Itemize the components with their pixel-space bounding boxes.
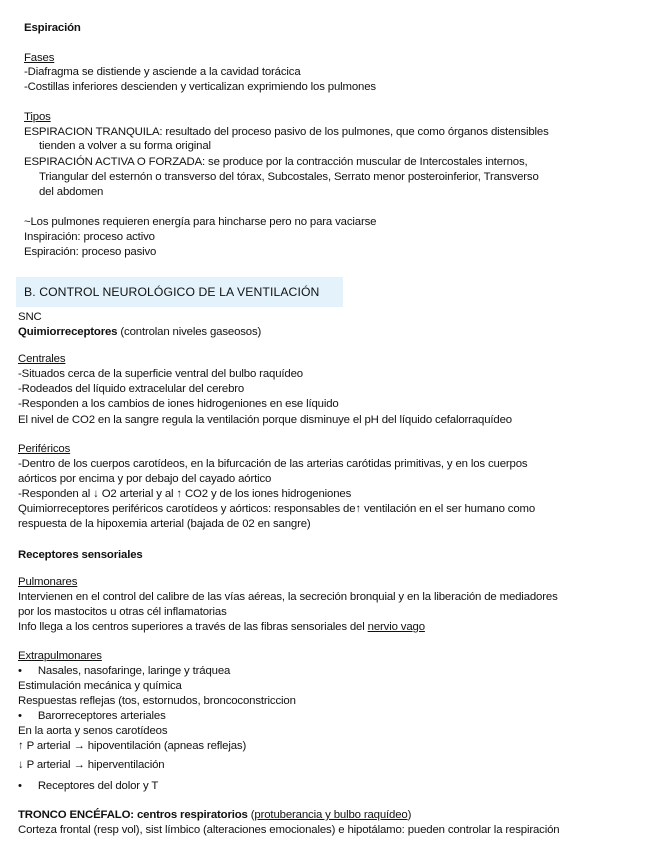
- pulmonares-line-2: por los mastocitos u otras cél inflamatorias: [18, 606, 227, 618]
- pulmonares-heading: Pulmonares: [18, 576, 78, 588]
- quimiorreceptores-rest: (controlan niveles gaseosos): [117, 326, 262, 338]
- arrow-down-icon: ↓: [18, 759, 24, 771]
- responden-line: [18, 487, 351, 501]
- quimiorreceptores-bold: Quimiorreceptores: [18, 326, 118, 338]
- centrales-line-3: -Responden a los cambios de iones hidrogeniones en ese líquido: [18, 398, 339, 410]
- extra-bullet-item-1: [18, 664, 230, 678]
- bullet-icon: •: [18, 710, 22, 722]
- snc-label: SNC: [18, 311, 42, 323]
- pa-up-line: [18, 739, 246, 753]
- pa-down-line: [18, 758, 164, 772]
- bullet-icon: •: [18, 780, 22, 792]
- arrow-up-icon: ↑: [18, 740, 24, 752]
- arrow-up-icon: ↑: [355, 503, 361, 515]
- tronco-line: [18, 808, 411, 822]
- arrow-down-icon: ↓: [93, 488, 99, 500]
- centrales-line-1: -Situados cerca de la superficie ventral del bulbo raquídeo: [18, 368, 303, 380]
- pa-up-text: P arterial → hipoventilación (apneas reflejas): [26, 740, 247, 752]
- tipos-line-1: ESPIRACION TRANQUILA: resultado del proceso pasivo de los pulmones, que como órganos distensibles: [24, 126, 549, 138]
- note-line-2: Inspiración: proceso activo: [24, 231, 155, 243]
- perifericos-heading: Periféricos: [18, 443, 71, 455]
- tipos-line-4: Triangular del esternón o transverso del tórax, Subcostales, Serrato menor posteroinferior, Transverso: [39, 171, 539, 183]
- tronco-paren-open: (: [247, 809, 255, 821]
- centrales-line-4: El nivel de CO2 en la sangre regula la ventilación porque disminuye el pH del líquido cefalorraquídeo: [18, 414, 512, 426]
- perifericos-line-2: aórticos por encima y por debajo del cayado aórtico: [18, 473, 272, 485]
- fases-line-2: -Costillas inferiores descienden y verticalizan exprimiendo los pulmones: [24, 81, 376, 93]
- extra-bullet-item-2: [18, 709, 166, 723]
- tronco-paren-close: ): [407, 809, 412, 821]
- quimio-perifericos-line: [18, 502, 535, 516]
- extra-bullet-text-2: Barorreceptores arteriales: [37, 710, 166, 722]
- pulmonares-line-1: Intervienen en el control del calibre de las vías aéreas, la secreción bronquial y en la liberación de mediadores: [18, 591, 558, 603]
- fases-line-1: -Diafragma se distiende y asciende a la cavidad torácica: [24, 66, 301, 78]
- extra-bullet-item-3: [18, 779, 158, 793]
- responden-text-a: -Responden al: [18, 488, 91, 500]
- extra-bullet-text-1: Nasales, nasofaringe, laringe y tráquea: [37, 665, 231, 677]
- tronco-bold: TRONCO ENCÉFALO: centros respiratorios: [18, 809, 248, 821]
- receptores-heading: Receptores sensoriales: [18, 549, 143, 561]
- espiracion-title: Espiración: [24, 22, 81, 34]
- pa-down-text: P arterial → hiperventilación: [26, 759, 165, 771]
- note-line-3: Espiración: proceso pasivo: [24, 246, 157, 258]
- section-b-title: B. CONTROL NEUROLÓGICO DE LA VENTILACIÓN: [24, 285, 320, 299]
- centrales-line-2: -Rodeados del líquido extracelular del cerebro: [18, 383, 245, 395]
- pulmonares-line-3: [18, 620, 425, 634]
- tronco-link[interactable]: protuberancia y bulbo raquídeo: [254, 809, 408, 821]
- quimiorreceptores-line: [18, 325, 261, 339]
- nervio-vago-link[interactable]: nervio vago: [367, 621, 425, 633]
- extra-bullet-text-3: Receptores del dolor y T: [37, 780, 159, 792]
- quimio-per-text-b: ventilación en el ser humano como: [360, 503, 536, 515]
- note-line-1: ~Los pulmones requieren energía para hincharse pero no para vaciarse: [24, 216, 377, 228]
- extra-line-3: En la aorta y senos carotídeos: [18, 725, 168, 737]
- responden-text-b: O2 arterial y al: [98, 488, 174, 500]
- tipos-heading: Tipos: [24, 111, 51, 123]
- tipos-line-5: del abdomen: [39, 186, 104, 198]
- corteza-line: Corteza frontal (resp vol), sist límbico (alteraciones emocionales) e hipotálamo: pueden controlar la respiración: [18, 824, 560, 836]
- tipos-line-3: ESPIRACIÓN ACTIVA O FORZADA: se produce por la contracción muscular de Intercostales internos,: [24, 156, 528, 168]
- extra-line-2: Respuestas reflejas (tos, estornudos, broncoconstriccion: [18, 695, 296, 707]
- extrapulmonares-heading: Extrapulmonares: [18, 650, 102, 662]
- tipos-line-2: tienden a volver a su forma original: [39, 140, 211, 152]
- responden-text-c: CO2 y de los iones hidrogeniones: [181, 488, 352, 500]
- quimio-per-text-a: Quimiorreceptores periféricos carotídeos y aórticos: responsables de: [18, 503, 356, 515]
- fases-heading: Fases: [24, 52, 55, 64]
- perifericos-line-1: -Dentro de los cuerpos carotídeos, en la bifurcación de las arterias carótidas primitivas, y en los cuerpos: [18, 458, 528, 470]
- quimio-perifericos-line-2: respuesta de la hipoxemia arterial (bajada de 02 en sangre): [18, 518, 311, 530]
- bullet-icon: •: [18, 665, 22, 677]
- pulmonares-text: Info llega a los centros superiores a través de las fibras sensoriales del: [18, 621, 368, 633]
- arrow-up-icon: ↑: [176, 488, 182, 500]
- extra-line-1: Estimulación mecánica y química: [18, 680, 182, 692]
- centrales-heading: Centrales: [18, 353, 66, 365]
